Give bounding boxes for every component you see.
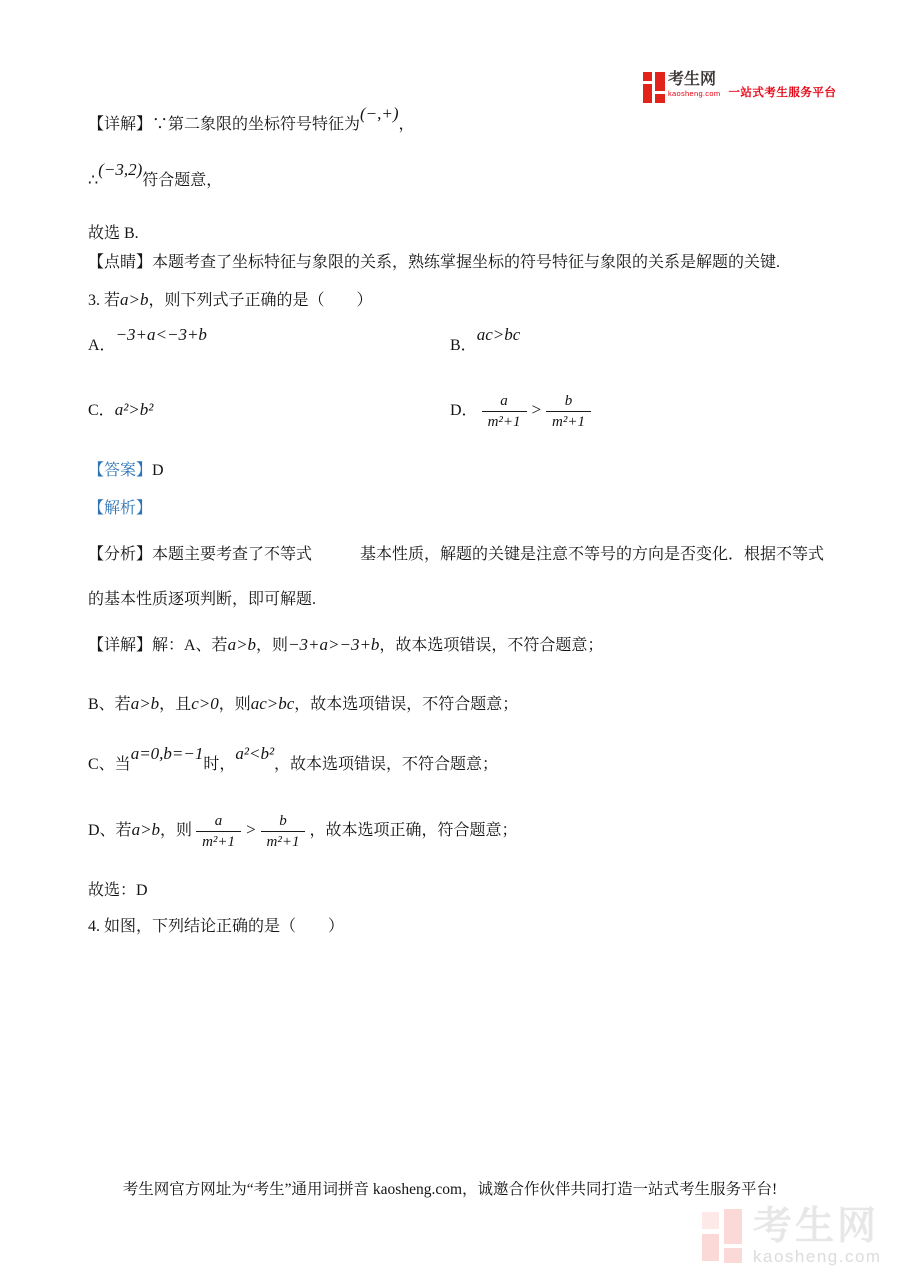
q3-detail-line-a [88,633,603,658]
q3-option-c [88,398,153,423]
math-expression: a>b [227,635,257,654]
math-expression: a=0,b=−1 [130,744,204,763]
q2-answer-line [88,222,139,246]
fraction-numerator: a [482,392,527,412]
math-expression: > [530,400,542,420]
fraction [482,392,527,431]
fraction-numerator: a [196,812,241,832]
kaosheng-logo-icon [643,71,665,103]
q3-answer-line [88,459,164,483]
watermark-text [753,1207,882,1266]
text-segment: 符合题意， [142,172,223,189]
text-segment: 【分析】本题主要考查了不等式 基本性质，解题的关键是注意不等号的方向是否变化．根据不等式 [88,546,825,563]
math-expression: ac>bc [476,325,521,344]
text-segment: ∴ [88,172,99,189]
text-segment: 故选 B. [88,225,139,242]
q3-detail-line-d [88,812,517,851]
text-segment: 4. 如图，下列结论正确的是（ ） [88,918,345,935]
text-segment: 3. 若 [88,292,121,309]
text-segment: D、若 [88,822,132,840]
q3-analysis-line-2 [88,588,316,612]
q3-conclusion-line [88,879,148,903]
text-segment: ，则下列式子正确的是（ ） [148,292,373,309]
math-expression: −3+a<−3+b [115,325,207,344]
fraction-denominator: m²+1 [487,414,521,430]
q2-conclusion-line [88,160,223,193]
text-segment: B、若 [88,696,131,713]
kaosheng-watermark-icon [702,1207,744,1263]
kaosheng-watermark [702,1207,882,1266]
fraction-numerator: b [546,392,591,412]
text-segment: ，故本选项错误，不符合题意； [274,756,499,773]
text-segment: B． [450,337,477,354]
text-segment: 时， [203,756,236,773]
q2-remark-line [88,251,780,275]
text-segment: D． [450,402,478,420]
math-expression: a>b [130,694,160,713]
q3-detail-line-c [88,744,499,777]
footer-text: 考生网官方网址为“考生”通用词拼音 kaosheng.com，诚邀合作伙伴共同打造一站式考生服务平台! [122,1181,778,1198]
logo-brand-name: 考生网 [668,71,717,88]
math-expression: c>0 [191,694,219,713]
logo-domain: kaosheng.com [668,89,721,98]
text-segment: 【点睛】本题考查了坐标特征与象限的关系，熟练掌握坐标的符号特征与象限的关系是解题的关键. [88,254,781,271]
math-expression: a²<b² [235,744,275,763]
math-expression: ac>bc [250,694,295,713]
fraction [546,392,591,431]
text-segment: ， [398,116,415,133]
watermark-brand-name: 考生网 [753,1205,880,1248]
math-expression: (−,+) [360,104,399,123]
text-segment: ，则 [160,822,193,840]
q3-option-b [450,325,521,358]
text-segment: ，则 [218,696,251,713]
fraction [196,812,241,851]
q2-detail-line [88,104,415,137]
logo-slogan: 一站式考生服务平台 [728,87,837,99]
watermark-domain: kaosheng.com [753,1247,882,1266]
kaosheng-logo-text [668,71,720,98]
math-expression: (−3,2) [98,160,143,179]
q3-detail-line-b [88,692,518,717]
fraction-denominator: m²+1 [202,834,236,850]
text-segment: 【详解】解：A、若 [88,637,228,654]
section-label: 【解析】 [88,500,153,517]
q3-option-d [450,392,595,431]
fraction-denominator: m²+1 [552,414,585,430]
text-segment: C、当 [88,756,131,773]
q3-analysis-header [88,497,152,521]
text-segment: ，且 [159,696,192,713]
math-expression: > [245,820,257,840]
text-segment: ，则 [256,637,289,654]
q3-analysis-line-1 [88,543,824,567]
fraction [261,812,306,851]
q4-question-stem [88,915,344,939]
math-expression: −3+a>−3+b [288,635,380,654]
text-segment: ，故本选项错误，不符合题意； [379,637,604,654]
text-segment: 【详解】∵第二象限的坐标符号特征为 [88,116,361,133]
text-segment: ，故本选项正确，符合题意； [309,822,518,840]
text-segment: A． [88,337,116,354]
text-segment: C． [88,402,115,419]
math-expression: a>b [120,290,149,309]
section-label: 【答案】 [88,462,153,479]
fraction-denominator: m²+1 [266,834,300,850]
q3-question-stem [88,288,373,313]
text-segment: ，故本选项错误，不符合题意； [294,696,519,713]
math-expression: a²>b² [114,400,154,419]
fraction-numerator: b [261,812,306,832]
text-segment: 故选：D [88,882,148,899]
math-expression: a>b [131,820,161,840]
kaosheng-header-logo [643,71,836,103]
q3-option-a [88,325,207,358]
text-segment: 的基本性质逐项判断，即可解题. [88,591,317,608]
text-segment: D [152,462,164,479]
